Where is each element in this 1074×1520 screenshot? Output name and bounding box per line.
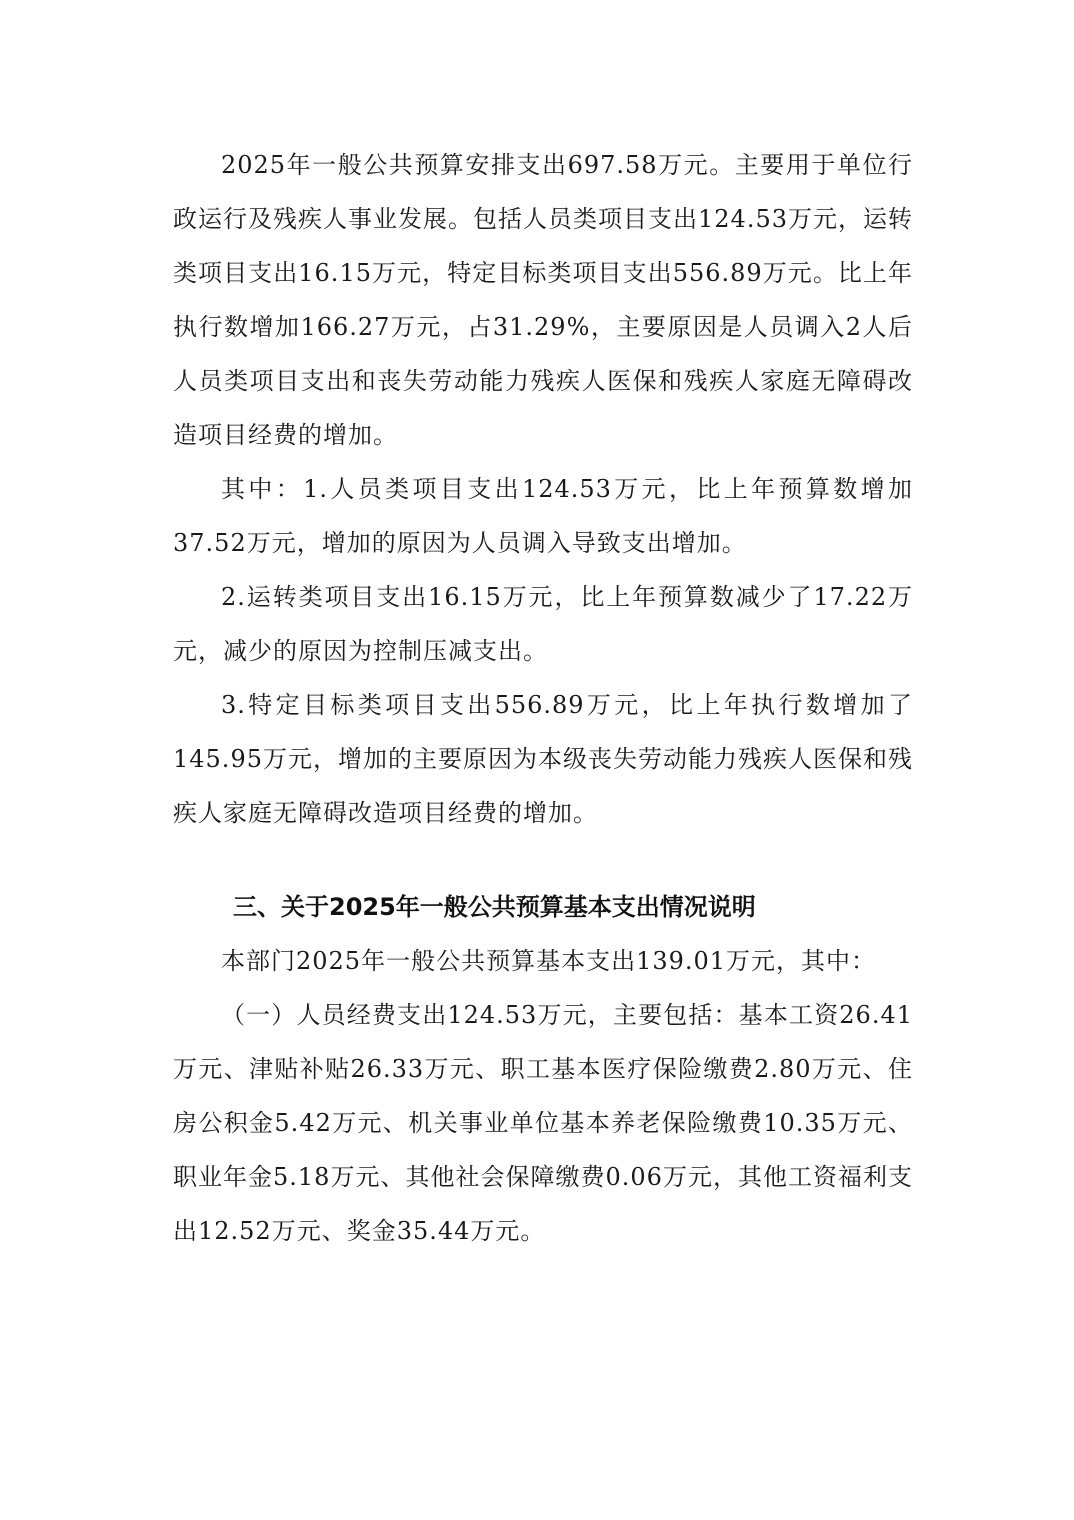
document-body: [173, 138, 913, 1258]
budget-overview-paragraph: 2025年一般公共预算安排支出697.58万元。主要用于单位行政运行及残疾人事业发展。包括人员类项目支出124.53万元，运转类项目支出16.15万元，特定目标类项目支出556.89万元。比上年执行数增加166.27万元，占31.29%，主要原因是人员调入2人后人员类项目支出和丧失劳动能力残疾人医保和残疾人家庭无障碍改造项目经费的增加。: [173, 151, 913, 449]
personnel-expense-paragraph: （一）人员经费支出124.53万元，主要包括：基本工资26.41万元、津贴补贴26.33万元、职工基本医疗保险缴费2.80万元、住房公积金5.42万元、机关事业单位基本养老保险缴费10.35万元、职业年金5.18万元、其他社会保障缴费0.06万元，其他工资福利支出12.52万元、奖金35.44万元。: [173, 1001, 913, 1245]
specific-target-project-paragraph: 3.特定目标类项目支出556.89万元，比上年执行数增加了145.95万元，增加的主要原因为本级丧失劳动能力残疾人医保和残疾人家庭无障碍改造项目经费的增加。: [173, 691, 913, 827]
operating-project-paragraph: 2.运转类项目支出16.15万元，比上年预算数减少了17.22万元，减少的原因为控制压减支出。: [173, 583, 913, 665]
personnel-project-paragraph: 其中：1.人员类项目支出124.53万元，比上年预算数增加37.52万元，增加的原因为人员调入导致支出增加。: [173, 475, 913, 557]
basic-expenditure-paragraph: 本部门2025年一般公共预算基本支出139.01万元，其中：: [221, 947, 877, 975]
section-heading: 三、关于2025年一般公共预算基本支出情况说明: [233, 893, 756, 921]
section-spacer: [173, 840, 913, 880]
